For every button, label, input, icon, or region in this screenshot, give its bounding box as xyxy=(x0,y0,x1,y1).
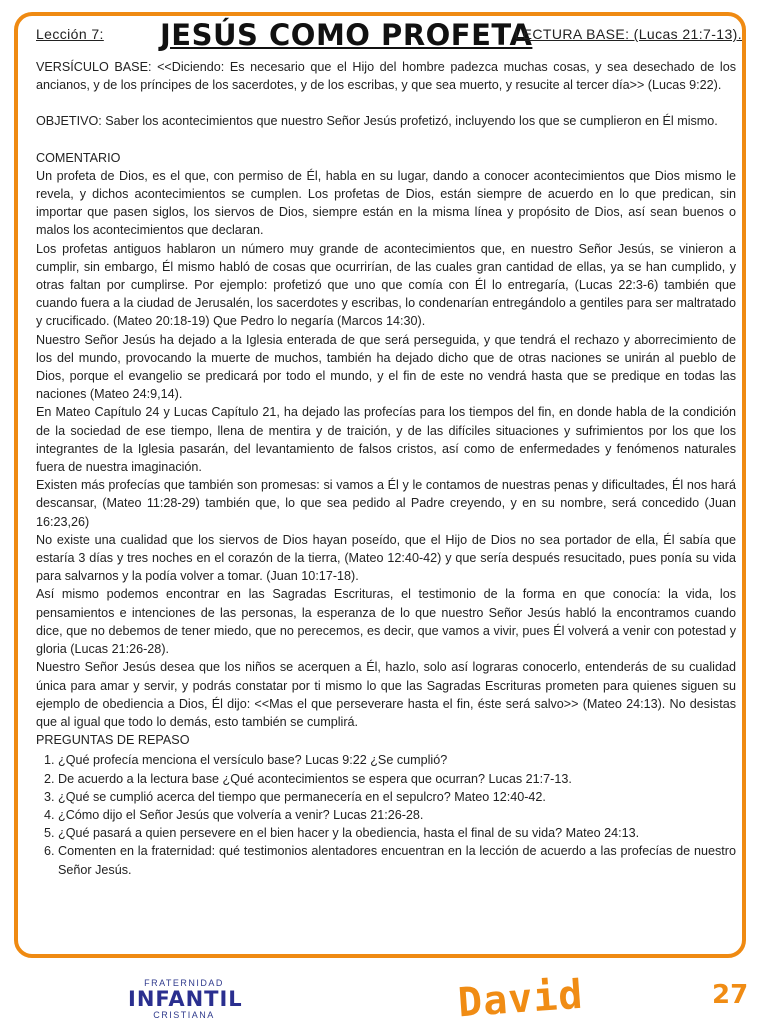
review-questions xyxy=(36,751,736,878)
paragraph: Nuestro Señor Jesús ha dejado a la Iglesia enterada de que será perseguida, y que tendrá el rechazo y aborrecimiento de los del mundo, provocando la muerte de muchos, también ha dejado dicho que de otras naciones se unirán al pueblo de Dios, porque el evangelio se predicará por todo el mundo, y el fin de este no vendrá hasta que se predique en todas las naciones (Mateo 24:9,14). xyxy=(36,332,736,402)
paragraph: Los profetas antiguos hablaron un número muy grande de acontecimientos que, en nuestro Señor Jesús, se vinieron a cumplir, sin embargo, Él mismo habló de cosas que ocurrirían, de las cuales gran cantidad de ellas, ya se han cumplido, y otras faltan por cumplirse. Por ejemplo: profetizó que uno que comía con Él lo entregaría, (Lucas 22:3-6) también que cuando fuera a la ciudad de Jerusalén, los sacerdotes y escribas, lo condenarían entregándolo a gentiles para ser maltratado y crucificado. (Mateo 20:18-19) Que Pedro lo negaría (Marcos 14:30). xyxy=(36,241,736,329)
paragraph: Un profeta de Dios, es el que, con permiso de Él, habla en su lugar, dando a conocer acontecimientos que Dios mismo le revela, y dichos acontecimientos se cumplen. Los profetas de Dios, están siempre de acuerdo en lo que predican, sin importar que pasen siglos, los siervos de Dios, siempre están en la misma línea y propósito de Dios, así sean buenos o malos los acontecimientos que declaran. xyxy=(36,168,736,238)
question-item: 1. ¿Qué profecía menciona el versículo base? Lucas 9:22 ¿Se cumplió? xyxy=(58,751,736,769)
logo-main-text: INFANTIL xyxy=(128,987,243,1011)
paragraph: Así mismo podemos encontrar en las Sagradas Escrituras, el testimonio de la forma en que conocía: la vida, los pensamientos e intenciones de las personas, la esperanza de lo que nuestro Señor Jesús habló la encontramos cuando dice, que no debemos de tener miedo, que no perecemos, es decir, que vamos a vivir, pues Él volverá a venir con potestad y gloria (Lucas 21:26-28). xyxy=(36,587,736,657)
logo-top-text: FRATERNIDAD xyxy=(144,978,224,988)
question-item: 5. ¿Qué pasará a quien persevere en el bien hacer y la obediencia, hasta el final de su vida? Mateo 24:13. xyxy=(58,824,736,842)
question-item: 3. ¿Qué se cumplió acerca del tiempo que permanecería en el sepulcro? Mateo 12:40-42. xyxy=(58,788,736,806)
base-reading: LECTURA BASE: (Lucas 21:7-13). xyxy=(514,26,742,42)
question-item: 6. Comenten en la fraternidad: qué testimonios alentadores encuentran en la lección de acuerdo a las profecías de nuestro Señor Jesús. xyxy=(58,842,736,878)
lesson-header xyxy=(36,18,742,56)
lesson-number: Lección 7: xyxy=(36,26,104,42)
fraternidad-logo xyxy=(128,978,243,1022)
questions-heading: PREGUNTAS DE REPASO xyxy=(36,733,190,748)
comment-heading: COMENTARIO xyxy=(36,150,121,165)
question-item: 2. De acuerdo a la lectura base ¿Qué acontecimientos se espera que ocurran? Lucas 21:7-13. xyxy=(58,770,736,788)
paragraph: Existen más profecías que también son promesas: si vamos a Él y le contamos de nuestras penas y dificultades, Él nos hará descansar, (Mateo 11:28-29) también que, lo que sea pedido al Padre creyendo, y en su nombre, será concedido (Juan 16:23,26) xyxy=(36,478,736,529)
lesson-content xyxy=(36,58,736,879)
lesson-title: JESÚS COMO PROFETA xyxy=(160,18,533,52)
base-verse: VERSÍCULO BASE: <<Diciendo: Es necesario que el Hijo del hombre padezca muchas cosas, y sea desechado de los ancianos, y de los príncipes de los sacerdotes, y de los escribas, y que sea muerto, y resucite al tercer día>> (Lucas 9:22). xyxy=(36,60,736,93)
paragraph: En Mateo Capítulo 24 y Lucas Capítulo 21, ha dejado las profecías para los tiempos del fin, en donde habla de la condición de la sociedad de ese tiempo, llena de mentira y de traición, y de las difíciles situaciones y sufrimientos por los que los integrantes de la Iglesia pasarán, del levantamiento de falsos cristos, así como de enfermedades y fenómenos naturales fuera de nuestra imaginación. xyxy=(36,405,736,475)
paragraph: No existe una cualidad que los siervos de Dios hayan poseído, que el Hijo de Dios no sea portador de ella, Él sabía que estaría 3 días y tres noches en el corazón de la tierra, (Mateo 12:40-42) y que sería después resucitado, pues ponía su vida para salvarnos y la podía volver a tomar. (Juan 10:17-18). xyxy=(36,532,736,584)
objective: OBJETIVO: Saber los acontecimientos que nuestro Señor Jesús profetizó, incluyendo los que se cumplieron en Él mismo. xyxy=(36,114,718,129)
book-name: David xyxy=(456,971,585,1026)
paragraph: Nuestro Señor Jesús desea que los niños se acerquen a Él, hazlo, solo así lograras conocerlo, entenderás de su cualidad única para amar y servir, y podrás constatar por ti mismo lo que las Sagradas Escrituras prometen para quienes siguen su ejemplo de obediencia a Dios, Él dijo: <<Mas el que perseverare hasta el fin, éste será salvo>> (Mateo 24:13). No desistas que al igual que todo lo demás, esto también se cumplirá. xyxy=(36,660,736,729)
question-item: 4. ¿Cómo dijo el Señor Jesús que volvería a venir? Lucas 21:26-28. xyxy=(58,806,736,824)
logo-bottom-text: CRISTIANA xyxy=(153,1010,215,1020)
page-number: 27 xyxy=(712,980,749,1010)
